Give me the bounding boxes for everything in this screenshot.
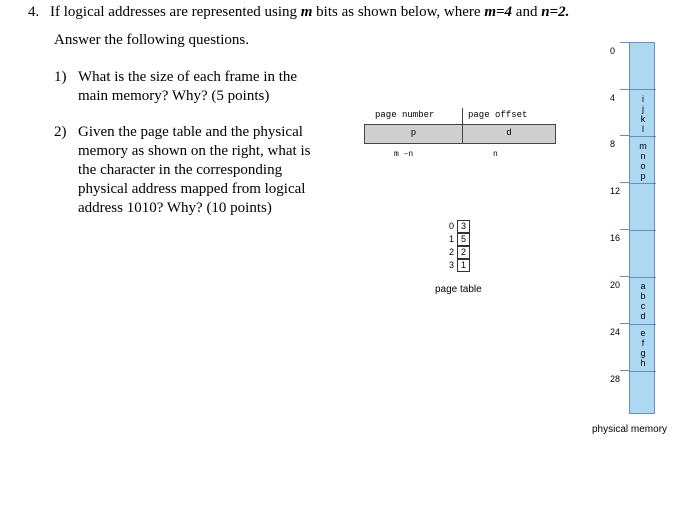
item-line: the character in the corresponding (78, 162, 283, 178)
question-title (28, 4, 569, 21)
title-middle: bits as shown below, where (312, 4, 485, 20)
address-format-box (364, 124, 556, 144)
memory-tick (620, 89, 629, 90)
memory-char: p (640, 171, 646, 181)
page-table-frame: 3 (457, 220, 470, 233)
memory-char: a (640, 281, 646, 291)
item-line: What is the size of each frame in the (78, 69, 298, 85)
frame-divider (630, 183, 656, 184)
memory-address: 28 (609, 374, 620, 384)
item-line: physical address mapped from logical (78, 181, 306, 197)
title-vars: m=4 (484, 4, 513, 20)
page-number-cell: p (410, 128, 417, 138)
page-table-index: 3 (448, 260, 454, 270)
memory-tick (620, 229, 629, 230)
memory-char: l (642, 124, 644, 134)
memory-address: 16 (609, 233, 620, 243)
memory-address: 24 (609, 327, 620, 337)
memory-char: b (640, 291, 646, 301)
memory-tick (620, 276, 629, 277)
frame-divider (630, 324, 656, 325)
physical-memory (629, 42, 655, 414)
memory-address: 20 (609, 280, 620, 290)
page-offset-bits: n (493, 150, 498, 159)
page-number-label: page number (375, 110, 435, 120)
memory-char: m (639, 141, 647, 151)
memory-char: e (640, 328, 646, 338)
title-n: n=2. (541, 4, 570, 20)
item-line: Given the page table and the physical (78, 124, 303, 140)
page-table-index: 1 (448, 234, 454, 244)
item-number: 1) (54, 69, 67, 85)
frame-divider (630, 230, 656, 231)
frame-divider (630, 277, 656, 278)
page-table-caption: page table (435, 284, 482, 295)
memory-char: k (640, 114, 646, 124)
question-number: 4. (28, 4, 40, 20)
question-subtitle: Answer the following questions. (54, 32, 249, 48)
memory-tick (620, 135, 629, 136)
page-table-frame: 5 (457, 233, 470, 246)
memory-char: f (641, 338, 645, 348)
page-table-frame: 2 (457, 246, 470, 259)
memory-char: j (642, 104, 644, 114)
memory-tick (620, 370, 629, 371)
memory-tick (620, 182, 629, 183)
memory-address: 0 (609, 46, 615, 56)
page-table-index: 0 (448, 221, 454, 231)
page-offset-label: page offset (468, 110, 528, 120)
memory-address: 12 (609, 186, 620, 196)
memory-char: i (642, 94, 644, 104)
memory-char: n (640, 151, 646, 161)
title-m: m (300, 4, 313, 20)
frame-divider (630, 136, 656, 137)
title-and: and (512, 4, 542, 20)
memory-address: 4 (609, 93, 615, 103)
physical-memory-caption: physical memory (592, 424, 668, 435)
page-offset-cell: d (506, 128, 512, 138)
frame-divider (630, 89, 656, 90)
item-line: address 1010? Why? (10 points) (78, 200, 272, 216)
memory-tick (620, 323, 629, 324)
page-number-bits: m –n (394, 150, 414, 159)
item-number: 2) (54, 124, 67, 140)
memory-char: h (640, 358, 646, 368)
memory-tick (620, 42, 629, 43)
memory-char: d (640, 311, 646, 321)
memory-char: c (640, 301, 646, 311)
item-line: main memory? Why? (5 points) (78, 88, 270, 104)
format-label-divider (462, 108, 463, 124)
memory-char: g (640, 348, 646, 358)
memory-char: o (640, 161, 646, 171)
frame-divider (630, 371, 656, 372)
page-table-frame: 1 (457, 259, 470, 272)
page-table-index: 2 (448, 247, 454, 257)
memory-address: 8 (609, 139, 615, 149)
item-line: memory as shown on the right, what is (78, 143, 311, 159)
title-prefix: If logical addresses are represented using (50, 4, 301, 20)
